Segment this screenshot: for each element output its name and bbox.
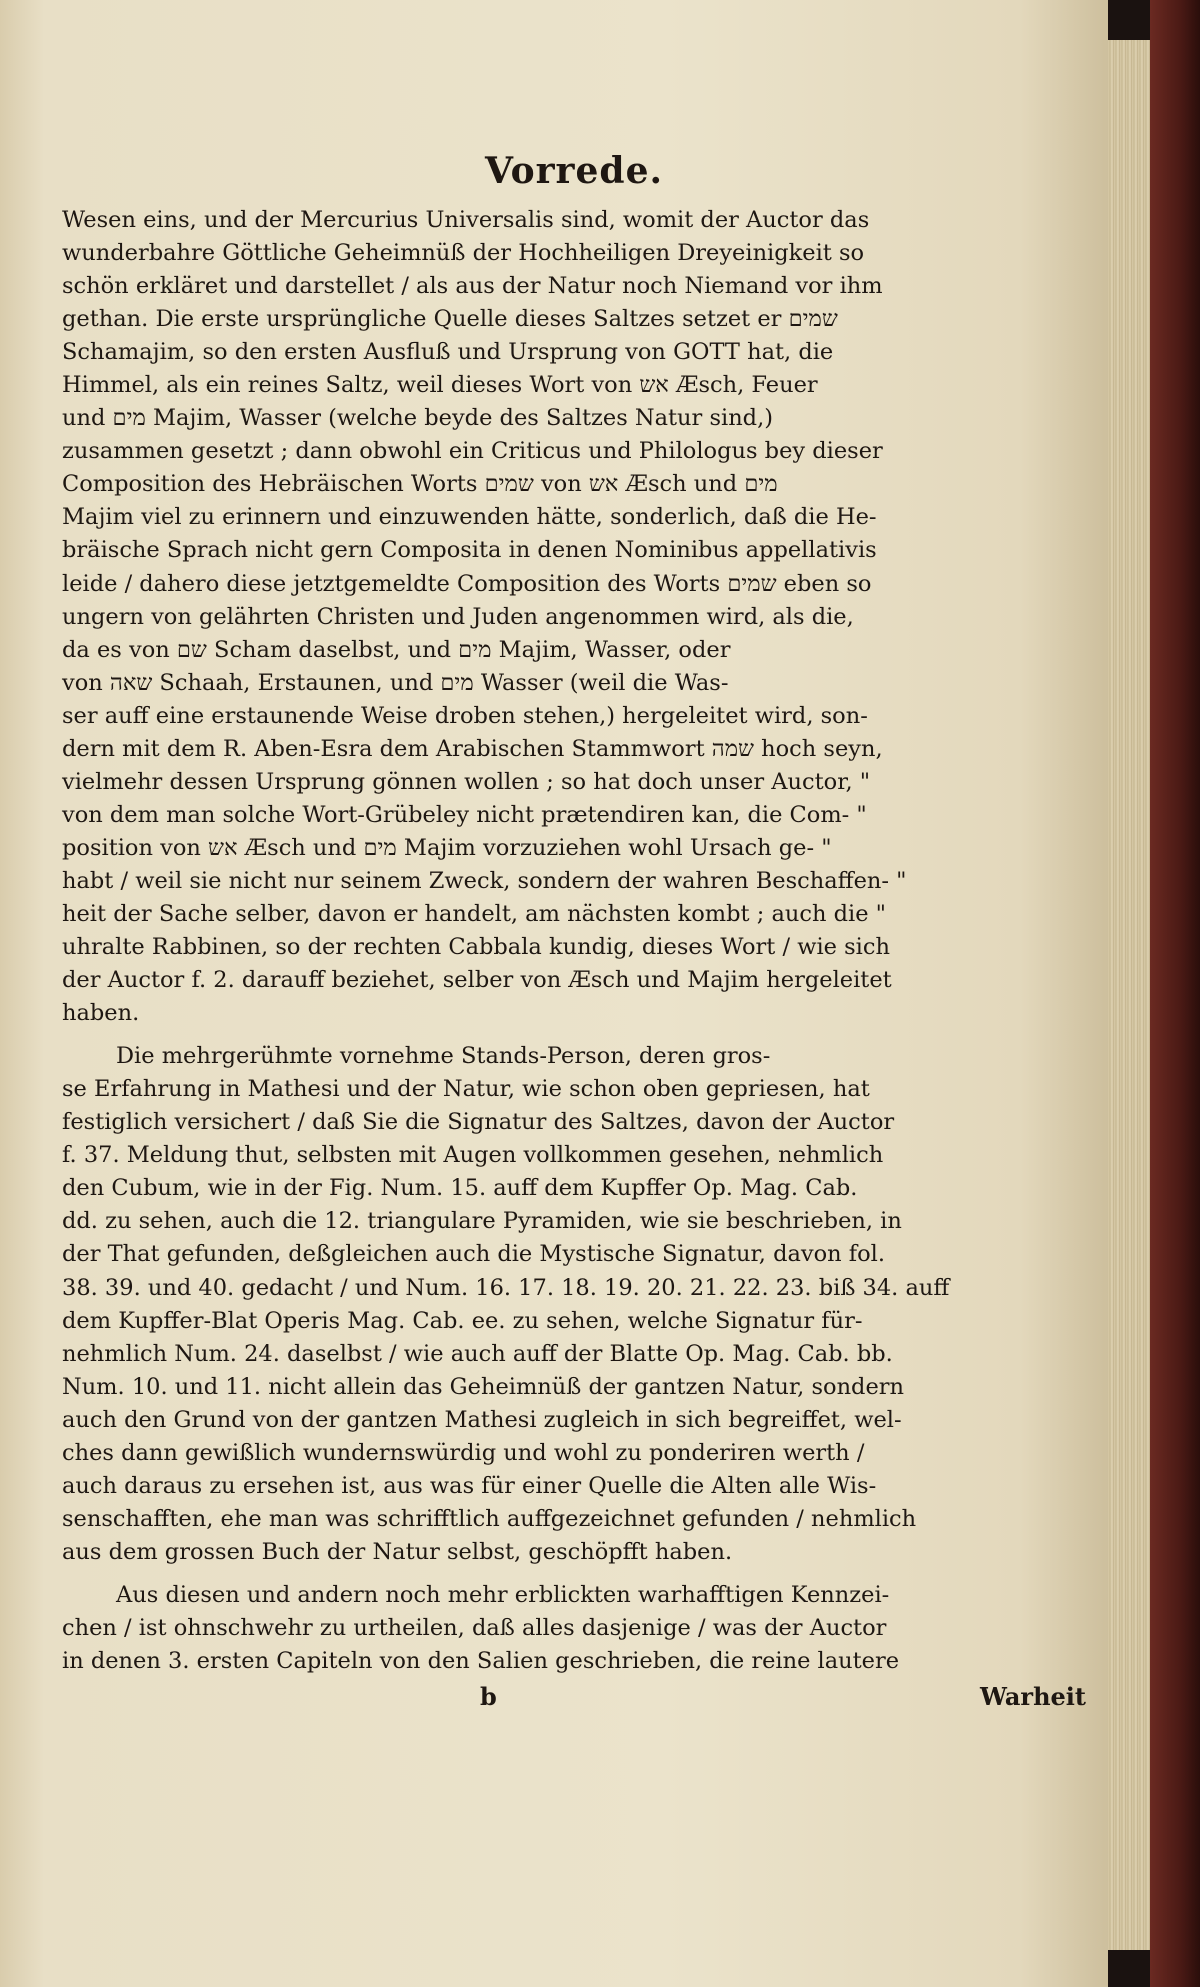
text-line: auch daraus zu ersehen ist, aus was für einer Quelle die Alten alle Wis- [62,1472,877,1499]
text-line: habt / weil sie nicht nur seinem Zweck, sondern der wahren Beschaffen- " [62,867,907,894]
text-line: ungern von gelährten Christen und Juden angenommen wird, als die, [62,603,854,630]
text-line: nehmlich Num. 24. daselbst / wie auch auff der Blatte Op. Mag. Cab. bb. [62,1340,893,1367]
text-line: von שאה Schaah, Erstaunen, und מים Wasser (weil die Was- [62,669,729,696]
text-line: heit der Sache selber, davon er handelt, am nächsten kombt ; auch die " [62,900,887,927]
text-line: uhralte Rabbinen, so der rechten Cabbala kundig, dieses Wort / wie sich [62,934,890,961]
text-line: den Cubum, wie in der Fig. Num. 15. auff dem Kupffer Op. Mag. Cab. [62,1175,858,1202]
text-line: dem Kupffer-Blat Operis Mag. Cab. ee. zu sehen, welche Signatur für- [62,1307,863,1334]
text-line: Num. 10. und 11. nicht allein das Geheimnüß der gantzen Natur, sondern [62,1373,905,1400]
text-line: der That gefunden, deßgleichen auch die Mystische Signatur, davon fol. [62,1241,886,1268]
text-line: der Auctor f. 2. darauff beziehet, selber von Æsch und Majim hergeleitet [62,967,892,994]
text-line: zusammen gesetzt ; dann obwohl ein Criticus und Philologus bey dieser [62,438,883,465]
text-line: se Erfahrung in Mathesi und der Natur, wie schon oben gepriesen, hat [62,1076,870,1103]
catchword: Warheit [980,1682,1086,1712]
text-line: vielmehr dessen Ursprung gönnen wollen ; so hat doch unser Auctor, " [62,768,871,795]
text-line: Schamajim, so den ersten Ausfluß und Ursprung von GOTT hat, die [62,339,834,366]
paragraph-1 [62,204,1086,1030]
text-line: Aus diesen und andern noch mehr erblickten warhafftigen Kennzei- [116,1581,890,1608]
text-line: haben. [62,1000,140,1027]
text-line: f. 37. Meldung thut, selbsten mit Augen vollkommen gesehen, nehmlich [62,1142,884,1169]
text-line: bräische Sprach nicht gern Composita in denen Nominibus appellativis [62,537,877,564]
text-line: wunderbahre Göttliche Geheimnüß der Hochheiligen Dreyeinigkeit so [62,240,865,267]
text-line: von dem man solche Wort-Grübeley nicht prætendiren kan, die Com- " [62,801,867,828]
text-line: chen / ist ohnschwehr zu urtheilen, daß alles dasjenige / was der Auctor [62,1614,887,1641]
text-line: ser auff eine erstaunende Weise droben stehen,) hergeleitet wird, son- [62,702,868,729]
signature-mark: b [480,1682,497,1712]
text-line: aus dem grossen Buch der Natur selbst, geschöpfft haben. [62,1538,733,1565]
paragraph-2 [62,1040,1086,1569]
text-line: 38. 39. und 40. gedacht / und Num. 16. 17. 18. 19. 20. 21. 22. 23. biß 34. auff [62,1274,950,1301]
text-line: dern mit dem R. Aben-Esra dem Arabischen Stammwort שמה hoch seyn, [62,735,883,762]
text-line: und מים Majim, Wasser (welche beyde des Saltzes Natur sind,) [62,405,774,432]
text-line: Majim viel zu erinnern und einzuwenden hätte, sonderlich, daß die He- [62,504,877,531]
text-line: Die mehrgerühmte vornehme Stands-Person, deren gros- [116,1043,771,1070]
page-footer [62,1680,1086,1714]
text-line: senschafften, ehe man was schrifftlich auffgezeichnet gefunden / nehmlich [62,1505,917,1532]
text-line: position von אש Æsch und מים Majim vorzuziehen wohl Ursach ge- " [62,834,832,861]
text-line: in denen 3. ersten Capiteln von den Salien geschrieben, die reine lautere [62,1648,900,1675]
book-cover-edge [1150,0,1200,1987]
text-block [62,150,1086,1714]
page-edges [1108,40,1150,1950]
text-line: leide / dahero diese jetztgemeldte Composition des Worts שמים eben so [62,570,872,597]
text-line: ches dann gewißlich wundernswürdig und wohl zu ponderiren werth / [62,1439,865,1466]
text-line: dd. zu sehen, auch die 12. triangulare Pyramiden, wie sie beschrieben, in [62,1208,902,1235]
text-line: da es von שם Scham daselbst, und מים Majim, Wasser, oder [62,636,731,663]
paragraph-3 [62,1579,1086,1678]
text-line: festiglich versichert / daß Sie die Signatur des Saltzes, davon der Auctor [62,1109,895,1136]
text-line: schön erkläret und darstellet / als aus der Natur noch Niemand vor ihm [62,273,883,300]
page-heading: Vorrede. [484,150,664,192]
text-line: Wesen eins, und der Mercurius Universalis sind, womit der Auctor das [62,207,870,233]
text-line: auch den Grund von der gantzen Mathesi zugleich in sich begreiffet, wel- [62,1406,902,1433]
text-line: Himmel, als ein reines Saltz, weil dieses Wort von אש Æsch, Feuer [62,372,818,399]
text-line: gethan. Die erste ursprüngliche Quelle dieses Saltzes setzet er שמים [62,306,838,333]
text-line: Composition des Hebräischen Worts שמים von אש Æsch und מים [62,471,778,498]
